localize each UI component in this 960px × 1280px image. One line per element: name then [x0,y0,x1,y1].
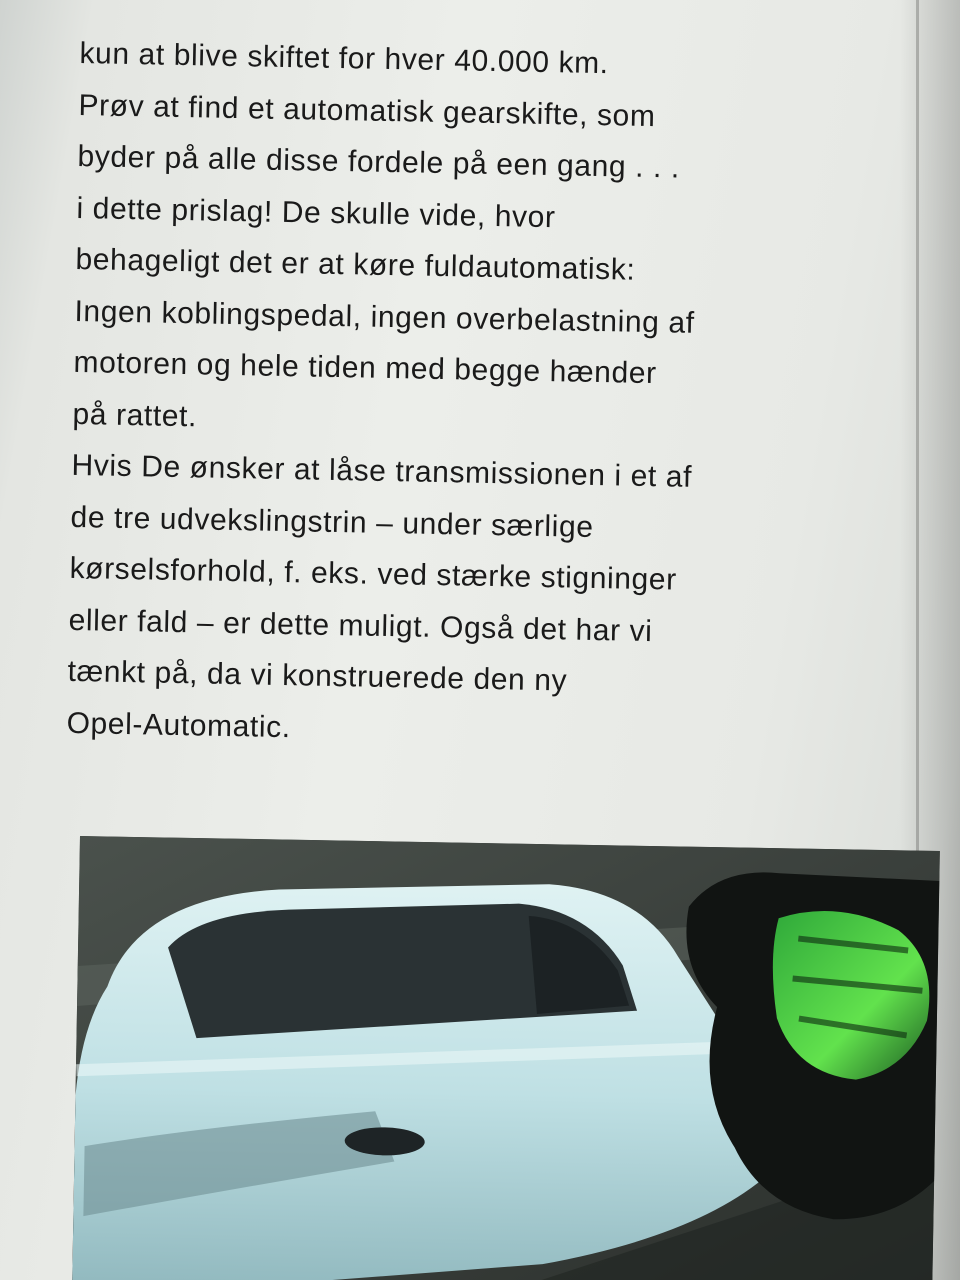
text-line: eller fald – er dette muligt. Også det har vi [68,603,653,648]
text-line: i dette prislag! De skulle vide, hvor [76,191,556,234]
text-line: motoren og hele tiden med begge hænder [73,345,657,391]
body-text [66,28,880,764]
text-line: Opel-Automatic. [66,706,292,744]
text-line: kun at blive skiftet for hver 40.000 km. [79,36,609,81]
car-photo [72,836,940,1280]
text-line: byder på alle disse fordele på een gang . . . [77,139,681,185]
text-line: Prøv at find et automatisk gearskifte, som [78,88,656,133]
text-line: kørselsforhold, f. eks. ved stærke stigninger [69,551,678,597]
text-line: Ingen koblingspedal, ingen overbelastning af [74,294,695,340]
text-line: behageligt det er at køre fuldautomatisk: [75,242,636,287]
text-line: de tre udvekslingstrin – under særlige [70,500,594,544]
text-line: på rattet. [72,397,198,433]
text-line: Hvis De ønsker at låse transmissionen i et af [71,448,693,494]
text-line: tænkt på, da vi konstruerede den ny [67,654,568,698]
